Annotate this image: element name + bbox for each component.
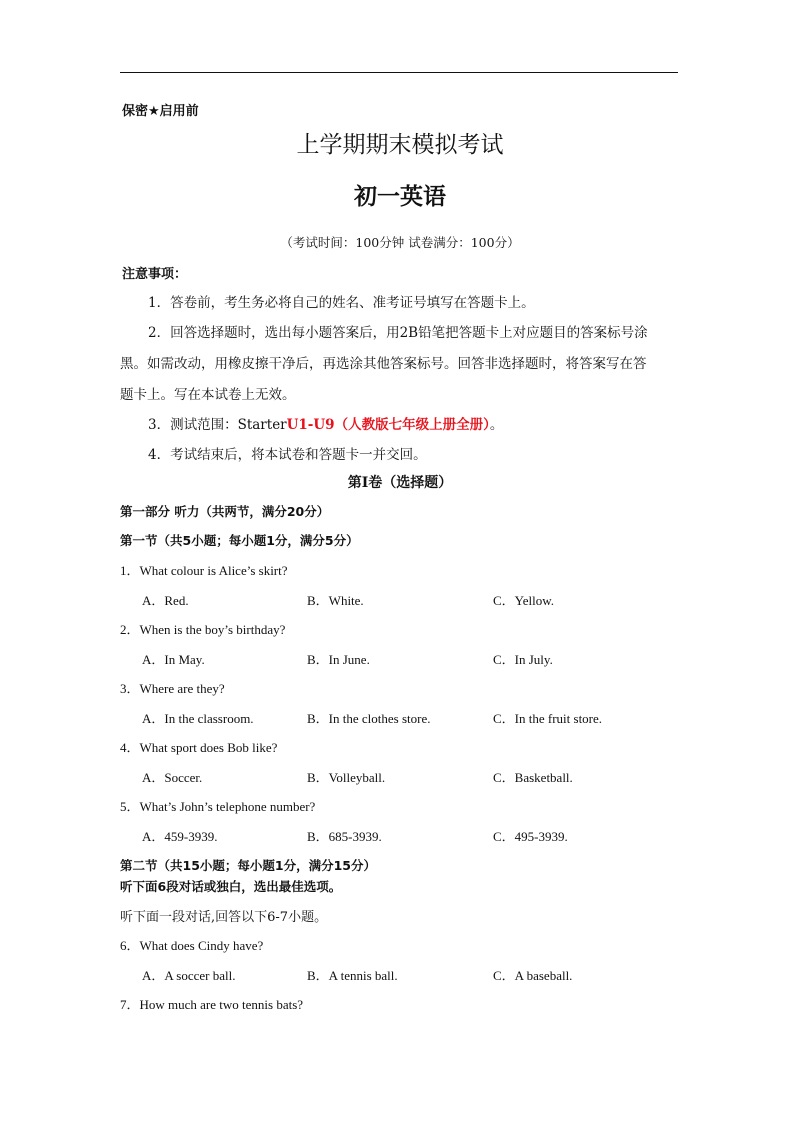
question-4-option-a: A．Soccer.	[142, 770, 203, 785]
question-2-option-a: A．In May.	[142, 652, 205, 667]
notice-item-3-suffix: 。	[489, 417, 504, 433]
question-2-option-b: B．In June.	[307, 652, 370, 667]
question-4-option-b: B．Volleyball.	[307, 770, 386, 785]
test-scope-highlight: U1-U9（人教版七年级上册全册）	[286, 417, 490, 433]
notice-item-2-line-3: 题卡上。写在本试卷上无效。	[120, 387, 296, 403]
notice-item-2-line-1: 2．回答选择题时，选出每小题答案后，用2B铅笔把答题卡上对应题目的答案标号涂	[148, 325, 648, 341]
question-7: 7．How much are two tennis bats?	[120, 997, 304, 1012]
question-1-option-b: B．White.	[307, 593, 364, 608]
question-5: 5．What’s John’s telephone number?	[120, 799, 316, 814]
section-2-instruction: 听下面6段对话或独白，选出最佳选项。	[120, 879, 342, 894]
exam-info: （考试时间：100分钟 试卷满分：100分）	[280, 235, 520, 250]
question-3: 3．Where are they?	[120, 681, 225, 696]
question-6-option-c: C．A baseball.	[493, 968, 573, 983]
header-rule	[120, 72, 678, 73]
question-6-option-a: A．A soccer ball.	[142, 968, 236, 983]
notice-item-3-prefix: 3．测试范围：Starter	[148, 417, 287, 433]
question-5-option-b: B．685-3939.	[307, 829, 382, 844]
question-3-option-c: C．In the fruit store.	[493, 711, 603, 726]
question-4: 4．What sport does Bob like?	[120, 740, 278, 755]
notice-item-3	[148, 413, 503, 433]
question-3-option-b: B．In the clothes store.	[307, 711, 431, 726]
question-5-option-a: A．459-3939.	[142, 829, 218, 844]
confidential-tag: 保密★启用前	[122, 104, 199, 119]
question-1: 1．What colour is Alice’s skirt?	[120, 563, 288, 578]
question-6-option-b: B．A tennis ball.	[307, 968, 398, 983]
section-1-heading: 第一节（共5小题；每小题1分，满分5分）	[120, 533, 359, 548]
question-2-option-c: C．In July.	[493, 652, 553, 667]
question-2: 2．When is the boy’s birthday?	[120, 622, 286, 637]
notice-item-1: 1．答卷前，考生务必将自己的姓名、准考证号填写在答题卡上。	[148, 295, 535, 311]
question-1-option-c: C．Yellow.	[493, 593, 555, 608]
exam-title: 上学期期末模拟考试	[296, 132, 504, 158]
question-5-option-c: C．495-3939.	[493, 829, 568, 844]
question-3-option-a: A．In the classroom.	[142, 711, 254, 726]
question-4-option-c: C．Basketball.	[493, 770, 573, 785]
notice-item-4: 4．考试结束后，将本试卷和答题卡一并交回。	[148, 447, 427, 463]
subject-title: 初一英语	[354, 184, 446, 210]
part-1-heading: 第一部分 听力（共两节，满分20分）	[120, 504, 330, 519]
dialog-intro: 听下面一段对话,回答以下6-7小题。	[120, 910, 328, 925]
question-1-option-a: A．Red.	[142, 593, 189, 608]
notice-item-2-line-2: 黑。如需改动，用橡皮擦干净后，再选涂其他答案标号。回答非选择题时，将答案写在答	[120, 356, 647, 372]
notice-heading: 注意事项：	[122, 267, 188, 282]
section-title: 第Ⅰ卷（选择题）	[347, 475, 453, 491]
section-2-heading: 第二节（共15小题；每小题1分，满分15分）	[120, 858, 376, 873]
question-6: 6．What does Cindy have?	[120, 938, 264, 953]
